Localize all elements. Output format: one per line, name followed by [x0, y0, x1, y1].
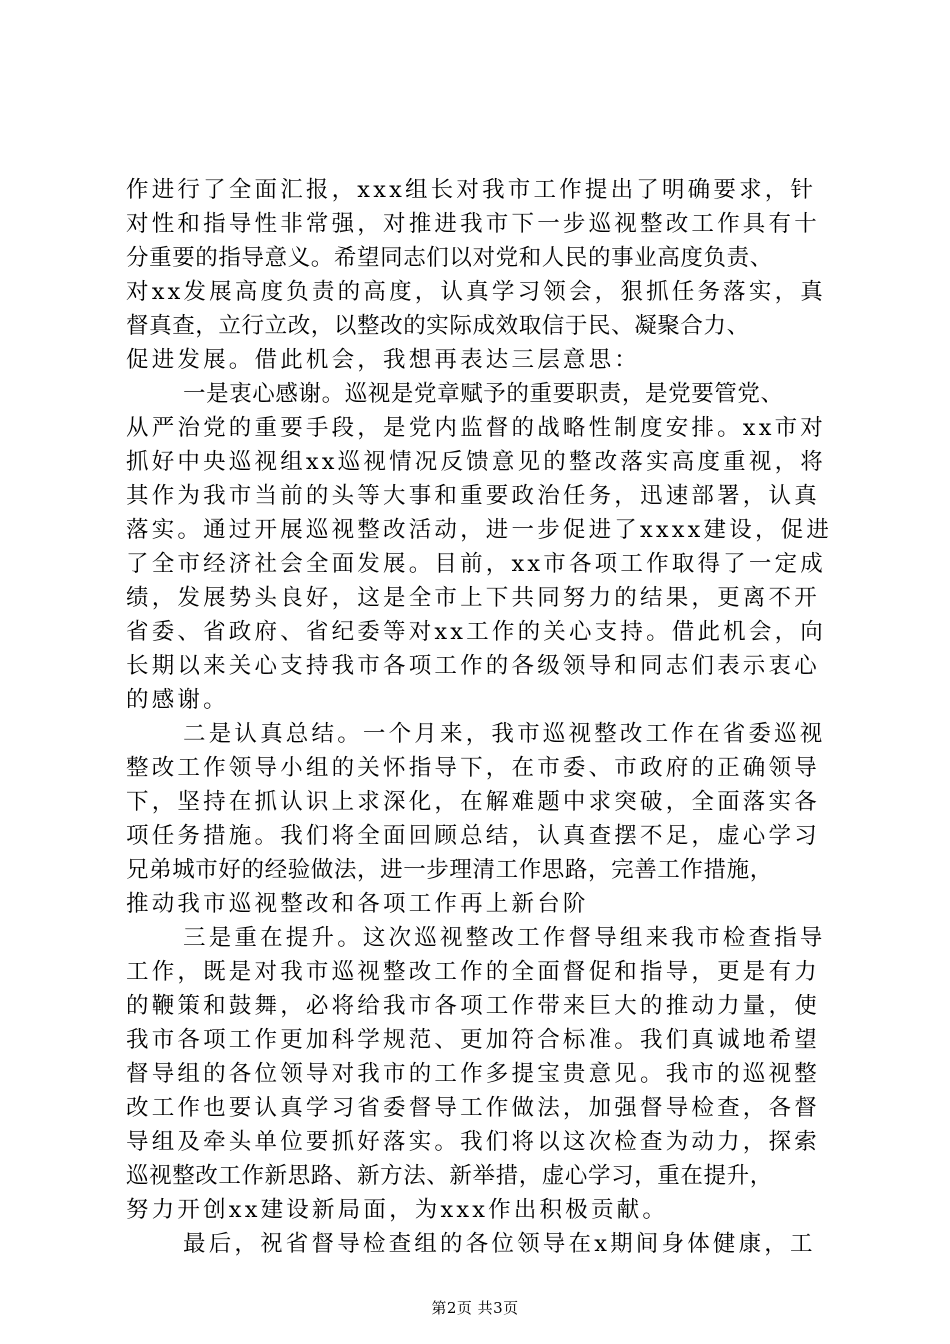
text-line: 从严治党的重要手段，是党内监督的战略性制度安排。xx市对 [126, 415, 826, 441]
paragraph-start-line: 一是衷心感谢。巡视是党章赋予的重要职责，是党要管党、 [183, 381, 784, 407]
text-line: 努力开创xx建设新局面，为xxx作出积极贡献。 [126, 1197, 669, 1223]
text-line: 的鞭策和鼓舞，必将给我市各项工作带来巨大的推动力量，使 [126, 993, 820, 1019]
text-line: 作进行了全面汇报，xxx组长对我市工作提出了明确要求，针 [126, 177, 817, 203]
page-number-footer: 第2页 共3页 [431, 1299, 519, 1317]
text-line: 我市各项工作更加科学规范、更加符合标准。我们真诚地希望 [126, 1027, 820, 1053]
text-line: 促进发展。借此机会，我想再表达三层意思： [126, 347, 641, 373]
text-line: 项任务措施。我们将全面回顾总结，认真查摆不足，虚心学习 [126, 823, 820, 849]
text-line: 绩，发展势头良好，这是全市上下共同努力的结果，更离不开 [126, 585, 820, 611]
paragraph-start-line: 二是认真总结。一个月来，我市巡视整改工作在省委巡视 [183, 721, 826, 747]
text-line: 省委、省政府、省纪委等对xx工作的关心支持。借此机会，向 [126, 619, 826, 645]
text-line: 下，坚持在抓认识上求深化，在解难题中求突破，全面落实各 [126, 789, 820, 815]
text-line: 督真查，立行立改，以整改的实际成效取信于民、凝聚合力、 [126, 313, 750, 339]
text-line: 巡视整改工作新思路、新方法、新举措，虚心学习，重在提升， [126, 1163, 773, 1189]
text-line: 长期以来关心支持我市各项工作的各级领导和同志们表示衷心 [126, 653, 820, 679]
text-line: 导组及牵头单位要抓好落实。我们将以这次检查为动力，探索 [126, 1129, 820, 1155]
text-line: 督导组的各位领导对我市的工作多提宝贵意见。我市的巡视整 [126, 1061, 820, 1087]
text-line: 整改工作领导小组的关怀指导下，在市委、市政府的正确领导 [126, 755, 820, 781]
paragraph-start-line: 三是重在提升。这次巡视整改工作督导组来我市检查指导 [183, 925, 826, 951]
text-line: 改工作也要认真学习省委督导工作做法，加强督导检查，各督 [126, 1095, 820, 1121]
paragraph-start-line: 最后，祝省督导检查组的各位领导在x期间身体健康，工 [183, 1231, 816, 1257]
text-line: 对性和指导性非常强，对推进我市下一步巡视整改工作具有十 [126, 211, 820, 237]
text-line: 工作，既是对我市巡视整改工作的全面督促和指导，更是有力 [126, 959, 820, 985]
text-line: 落实。通过开展巡视整改活动，进一步促进了xxxx建设，促进 [126, 517, 833, 543]
text-line: 了全市经济社会全面发展。目前，xx市各项工作取得了一定成 [126, 551, 826, 577]
text-line: 分重要的指导意义。希望同志们以对党和人民的事业高度负责、 [126, 245, 773, 271]
text-line: 推动我市巡视整改和各项工作再上新台阶 [126, 891, 589, 917]
text-line: 兄弟城市好的经验做法，进一步理清工作思路，完善工作措施， [126, 857, 773, 883]
text-line: 对xx发展高度负责的高度，认真学习领会，狠抓任务落实，真 [126, 279, 826, 305]
text-line: 的感谢。 [126, 687, 229, 713]
text-line: 其作为我市当前的头等大事和重要政治任务，迅速部署，认真 [126, 483, 820, 509]
text-line: 抓好中央巡视组xx巡视情况反馈意见的整改落实高度重视，将 [126, 449, 826, 475]
